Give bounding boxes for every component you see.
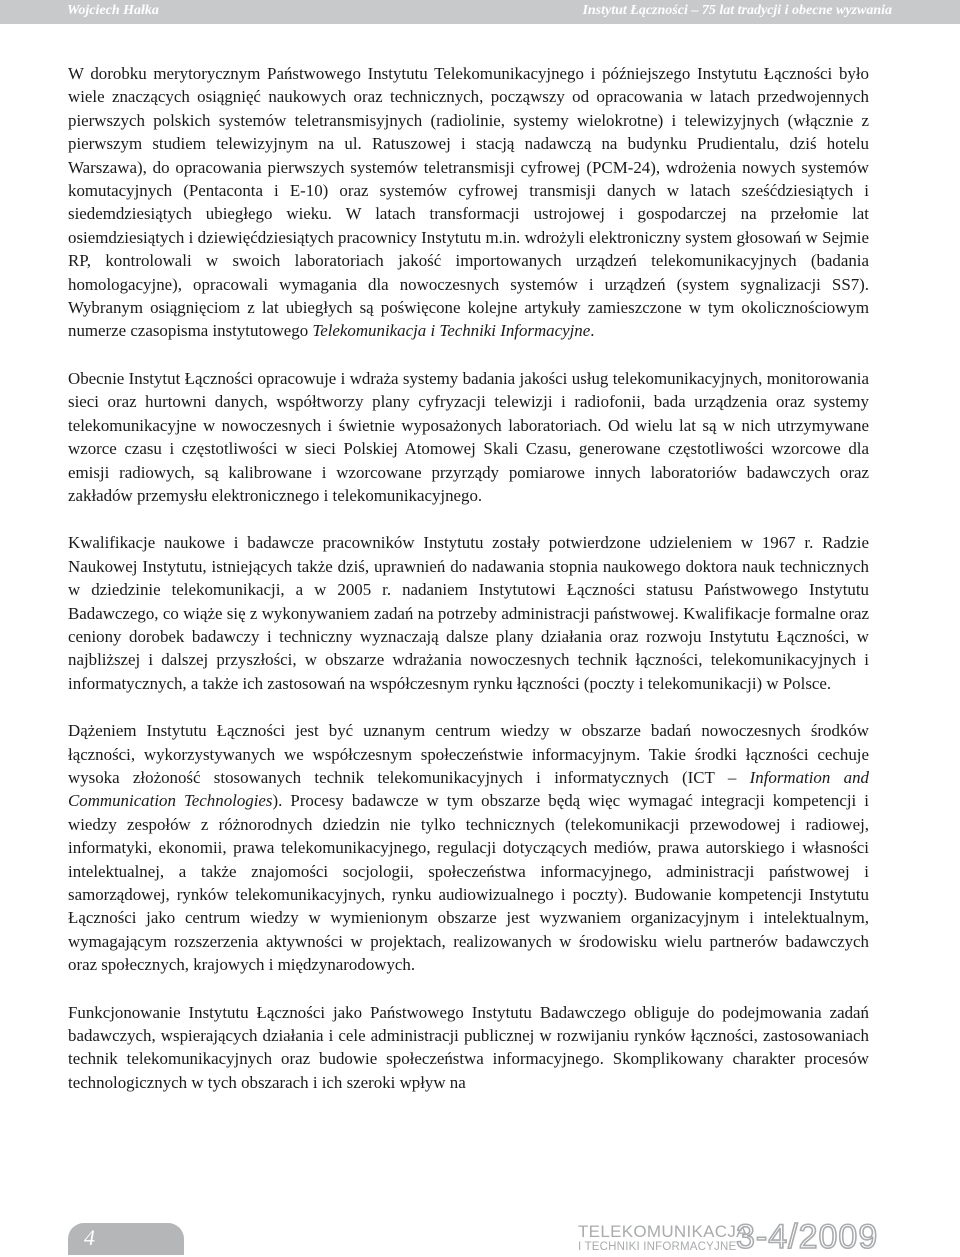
paragraph-4-tail: ). Procesy badawcze w tym obszarze będą więc wymagać integracji kompetencji i wiedzy zespołów z różnorodnych dziedzin nie tylko technicznych (telekomunikacji przewodowej i radiowej, informatyki, ekonomii, prawa telekomunikacyjnego, regulacji dotyczących mediów, prawa autorskiego i własności intelektualnej, a także znajomości socjologii, społeczeństwa informacyjnego, administracji państwowej i samorządowej, rynków telekomunikacyjnych, rynku audiowizualnego i poczty). Budowanie kompetencji Instytutu Łączności jako centrum wiedzy w wymienionym obszarze jest wyzwaniem organizacyjnym i intelektualnym, wymagającym rozszerzenia aktywności w projektach, realizowanych w środowisku wielu partnerów badawczych oraz społecznych, krajowych i międzynarodowych. [68,791,869,975]
paragraph-1 [68,62,869,343]
journal-name-line2: I TECHNIKI INFORMACYJNE [578,1241,737,1253]
paragraph-2-text: Obecnie Instytut Łączności opracowuje i wdraża systemy badania jakości usług telekomunikacyjnych, monitorowania sieci oraz hurtowni danych, współtworzy plany cyfryzacji telewizji i radiofonii, bada urządzenia oraz systemy telekomunikacyjne w nowoczesnych i świetnie wyposażonych laboratoriach. Od wielu lat są w nich utrzymywane wzorce czasu i częstotliwości w sieci Polskiej Atomowej Skali Czasu, generowane częstotliwości wzorcowe dla emisji radiowych, są kalibrowane i wzorcowane przyrządy pomiarowe innych laboratoriów badawczych oraz zakładów przemysłu elektronicznego i telekomunikacyjnego. [68,368,869,505]
header-bar [0,0,960,24]
article-body [68,62,869,1094]
header-author: Wojciech Hałka [67,3,159,18]
paragraph-2 [68,367,869,507]
page-number: 4 [84,1225,95,1250]
paragraph-5 [68,1001,869,1095]
paragraph-1-text: W dorobku merytorycznym Państwowego Instytutu Telekomunikacyjnego i późniejszego Instytutu Łączności było wiele znaczących osiągnięć naukowych oraz technicznych, począwszy od opracowania w latach przedwojennych pierwszych polskich systemów teletransmisyjnych (radiolinie, systemy wielokrotne) i telewizyjnych (włącznie z pierwszym studiem telewizyjnym na ul. Ratuszowej i stacją nadawczą na budynku Prudientalu, dziś hotelu Warszawa), do opracowania pierwszych systemów teletransmisji cyfrowej (PCM-24), wdrożenia nowych systemów komutacyjnych (Pentaconta i E-10) oraz systemów cyfrowej transmisji danych w latach sześćdziesiątych i siedemdziesiątych ubiegłego wieku. W latach transformacji ustrojowej i gospodarczej na przełomie lat osiemdziesiątych i dziewięćdziesiątych pracownicy Instytutu m.in. wdrożyli elektroniczny system głosowań w Sejmie RP, kontrolowali w swoich laboratoriach jakość importowanych urządzeń telekomunikacyjnych (badania homologacyjne), opracowali wymagania dla nowoczesnych systemów i urządzeń (system sygnalizacji SS7). Wybranym osiągnięciom z lat ubiegłych są poświęcone kolejne artykuły zamieszczone w tym okolicznościowym numerze czasopisma instytutowego [68,64,869,341]
paragraph-4 [68,719,869,976]
paragraph-4-text: Dążeniem Instytutu Łączności jest być uznanym centrum wiedzy w obszarze badań nowoczesnych środków łączności, wykorzystywanych we współczesnym społeczeństwie informacyjnym. Takie środki łączności cechuje wysoka złożoność stosowanych technik telekomunikacyjnych i informatycznych (ICT – [68,721,869,787]
paragraph-3 [68,531,869,695]
issue-number: 3-4/2009 [736,1218,879,1256]
paragraph-1-tail: . [590,321,595,341]
paragraph-4-ict-expansion: Information and Communication Technologies [68,767,869,811]
journal-name-line1: TELEKOMUNIKACJA [578,1222,748,1241]
paragraph-1-journal-title: Telekomunikacja i Techniki Informacyjne [312,321,591,341]
paragraph-5-text: Funkcjonowanie Instytutu Łączności jako Państwowego Instytutu Badawczego obliguje do podejmowania zadań badawczych, wspierających działania i cele administracji publicznej w rozwijaniu rynków łączności, zastosowaniach technik telekomunikacyjnych oraz budowie społeczeństwa informacyjnego. Skomplikowany charakter procesów technologicznych w tych obszarach i ich szeroki wpływ na [68,1002,869,1092]
header-title: Instytut Łączności – 75 lat tradycji i obecne wyzwania [582,3,892,18]
paragraph-3-text: Kwalifikacje naukowe i badawcze pracowników Instytutu zostały potwierdzone udzieleniem w 1967 r. Radzie Naukowej Instytutu, istniejących także dziś, uprawnień do nadawania stopnia naukowego doktora nauk technicznych w dziedzinie telekomunikacji, a w 2005 r. nadaniem Instytutowi Łączności statusu Państwowego Instytutu Badawczego, co wiąże się z wykonywaniem zadań na potrzeby administracji państwowej. Kwalifikacje formalne oraz ceniony dorobek badawczy i techniczny wyznaczają dalsze plany działania oraz rozwoju Instytutu Łączności, w najbliższej i dalszej przyszłości, w obszarze wdrażania nowoczesnych technik łączności, telekomunikacyjnych i informatycznych, a także ich zastosowań na współczesnym rynku łączności (poczty i telekomunikacji) w Polsce. [68,533,869,693]
